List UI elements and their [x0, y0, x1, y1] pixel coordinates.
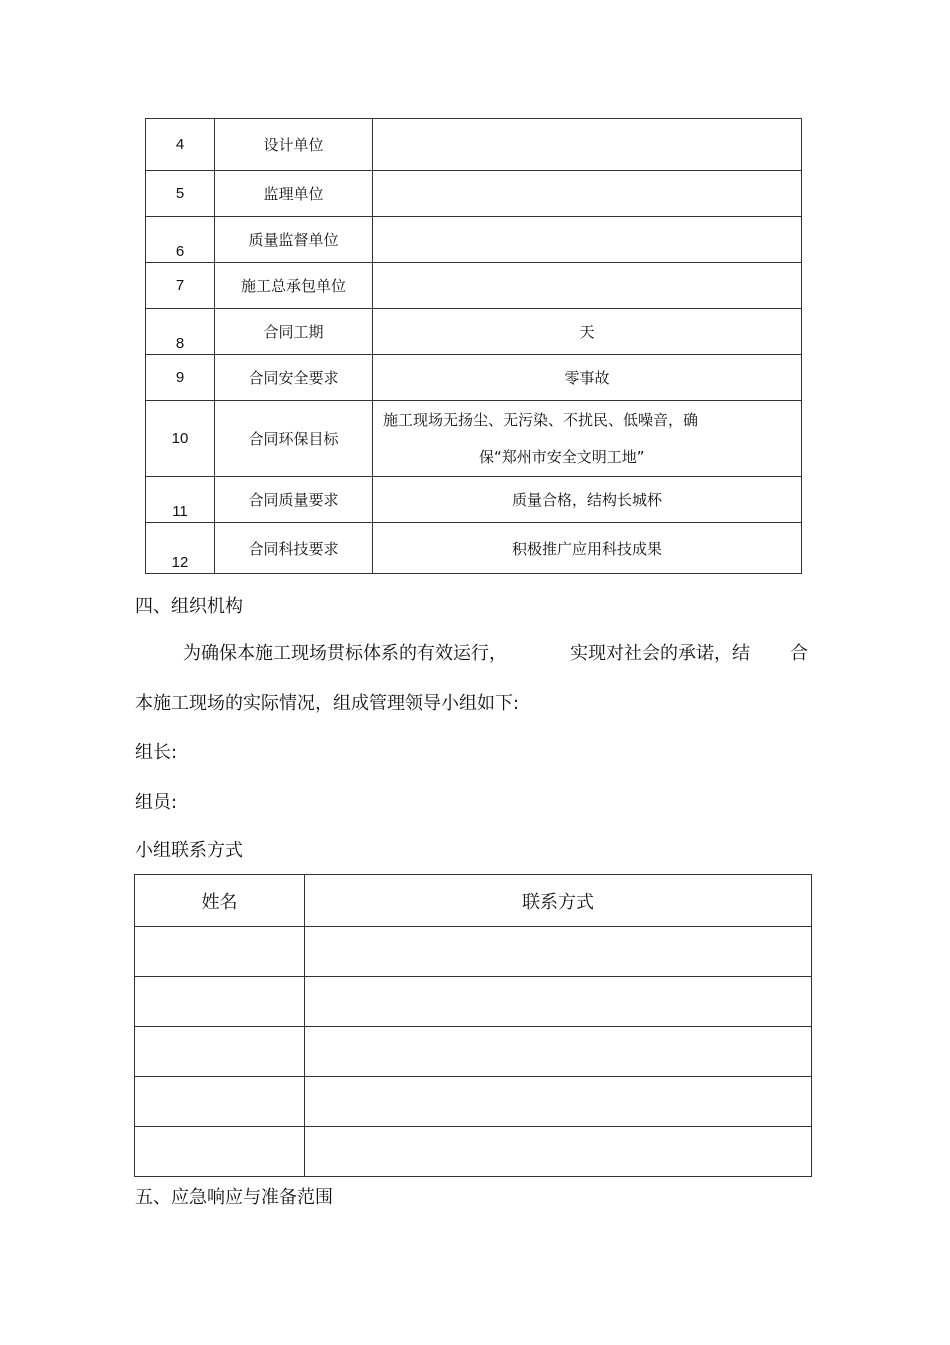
- row-item: 合同质量要求: [215, 477, 373, 523]
- name-column-header: 姓名: [135, 875, 305, 927]
- table-row: [135, 927, 812, 977]
- row-value: [373, 401, 802, 477]
- contact-cell: [305, 1127, 812, 1177]
- row-number: 12: [146, 523, 215, 574]
- leader-label: 组长:: [135, 742, 178, 763]
- table-row: [146, 263, 802, 309]
- table-row: [146, 477, 802, 523]
- row-value: [373, 171, 802, 217]
- row-number: 9: [146, 355, 215, 401]
- row-item: 合同环保目标: [215, 401, 373, 477]
- row-number: 6: [146, 217, 215, 263]
- section4-para-line1c: 合: [790, 643, 808, 664]
- row-item: 合同安全要求: [215, 355, 373, 401]
- contact-cell: [305, 1027, 812, 1077]
- row-value-line2: 保“郑州市安全文明工地”: [479, 447, 645, 466]
- row-value: [373, 263, 802, 309]
- table-row: [146, 171, 802, 217]
- contact-cell: [305, 1077, 812, 1127]
- row-item: 施工总承包单位: [215, 263, 373, 309]
- section4-para-line1a: 为确保本施工现场贯标体系的有效运行，: [183, 643, 507, 664]
- table-row: [146, 309, 802, 355]
- row-value: 零事故: [373, 355, 802, 401]
- row-value: 积极推广应用科技成果: [373, 523, 802, 574]
- row-item: 监理单位: [215, 171, 373, 217]
- section4-para-line2: 本施工现场的实际情况，组成管理领导小组如下:: [135, 693, 520, 714]
- row-item: 设计单位: [215, 119, 373, 171]
- table-header-row: [135, 875, 812, 927]
- row-number: 10: [146, 401, 215, 477]
- row-value: [373, 119, 802, 171]
- section4-para-line1b: 实现对社会的承诺，结: [570, 643, 750, 664]
- section4-heading: 四、组织机构: [135, 596, 243, 617]
- name-cell: [135, 1027, 305, 1077]
- member-label: 组员:: [135, 792, 178, 813]
- name-cell: [135, 1077, 305, 1127]
- contact-column-header: 联系方式: [305, 875, 812, 927]
- row-value: 质量合格，结构长城杯: [373, 477, 802, 523]
- table-row: [135, 1077, 812, 1127]
- table-row: [146, 523, 802, 574]
- contact-title: 小组联系方式: [135, 840, 243, 861]
- table-row: [146, 401, 802, 477]
- row-number: 4: [146, 119, 215, 171]
- contact-table: [134, 874, 812, 1177]
- row-item: 合同工期: [215, 309, 373, 355]
- contact-cell: [305, 977, 812, 1027]
- name-cell: [135, 927, 305, 977]
- contact-cell: [305, 927, 812, 977]
- table-row: [146, 119, 802, 171]
- row-value-line1: 施工现场无扬尘、无污染、不扰民、低噪音，确: [383, 410, 699, 429]
- table-row: [135, 977, 812, 1027]
- row-number: 11: [146, 477, 215, 523]
- table-row: [135, 1027, 812, 1077]
- row-value: 天: [373, 309, 802, 355]
- section5-heading: 五、应急响应与准备范围: [135, 1187, 333, 1208]
- table-row: [135, 1127, 812, 1177]
- table-row: [146, 217, 802, 263]
- row-item: 合同科技要求: [215, 523, 373, 574]
- row-number: 5: [146, 171, 215, 217]
- name-cell: [135, 977, 305, 1027]
- table-row: [146, 355, 802, 401]
- project-info-table: [145, 118, 802, 574]
- row-number: 8: [146, 309, 215, 355]
- row-number: 7: [146, 263, 215, 309]
- row-value: [373, 217, 802, 263]
- name-cell: [135, 1127, 305, 1177]
- row-item: 质量监督单位: [215, 217, 373, 263]
